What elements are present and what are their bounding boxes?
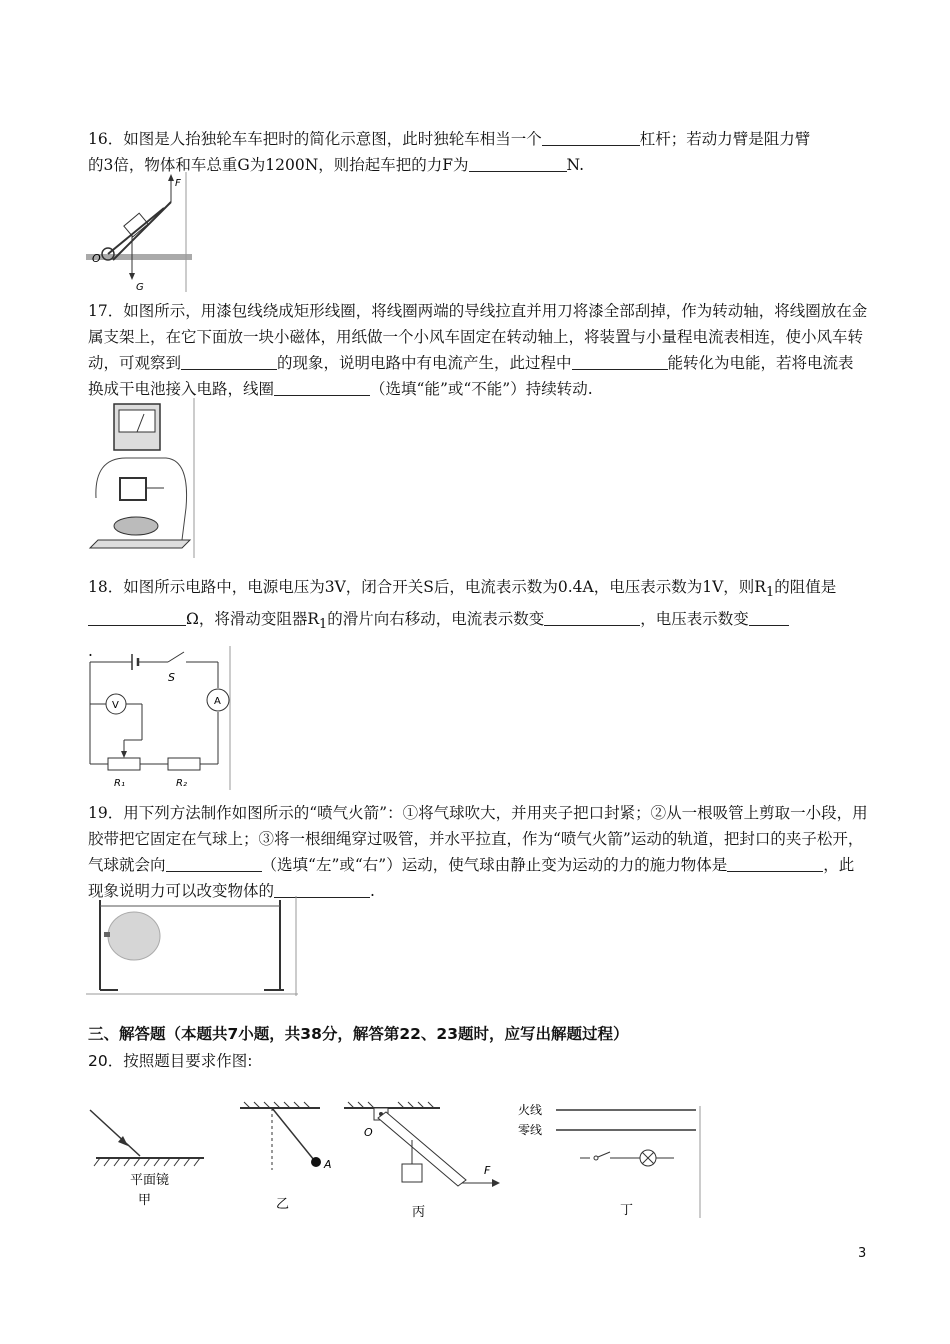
balloon-rocket-figure <box>86 896 298 996</box>
voltmeter-label: V <box>112 700 119 711</box>
answer-blank[interactable] <box>181 353 277 370</box>
point-a-label: A <box>324 1158 332 1171</box>
switch-s-label: S <box>168 671 175 684</box>
question-18: 18．如图所示电路中，电源电压为3V，闭合开关S后，电流表示数为0.4A，电压表示数为1V，则$R_1$的阻值是Ω，将滑动变阻器$R_1$的滑片向右移动，电流表示数变 ，电压表示数变 . <box>88 578 837 661</box>
answer-blank[interactable] <box>469 155 567 172</box>
ammeter-label: A <box>214 696 221 707</box>
figure-bing <box>340 1100 510 1222</box>
neutral-wire-label: 零线 <box>518 1123 543 1137</box>
answer-blank[interactable] <box>542 129 640 146</box>
question-19: 19．用下列方法制作如图所示的“喷气火箭”：①将气球吹大，并用夹子把口封紧；②从一根吸管上剪取一小段，用胶带把它固定在气球上；③将一根细绳穿过吸管，并水平拉直，作为“喷气火箭”运动的轨道，把封口的夹子松开，气球就会向 （选填“左”或“右”）运动，使气球由静止变为运动的力的施力物体是 ，此现象说明力可以改变物体的 . <box>88 804 868 900</box>
wheelbarrow-figure <box>86 172 192 292</box>
pivot-o-label: O <box>364 1126 373 1139</box>
question-17: 17．如图所示，用漆包线绕成矩形线圈，将线圈两端的导线拉直并用刀将漆全部刮掉，作为转动轴，将线圈放在金属支架上，在它下面放一块小磁体，用纸做一个小风车固定在转动轴上，将装置与小量程电流表相连，使小风车转动，可观察到 的现象，说明电路中有电流产生，此过程中 能转化为电能，若将电流表换成干电池接入电路，线圈 （选填“能”或“不能”）持续转动. <box>88 302 868 398</box>
figure-ding <box>516 1100 706 1220</box>
answer-blank[interactable] <box>572 353 668 370</box>
figure-jia <box>88 1100 208 1215</box>
r2-label: R₂ <box>176 778 187 789</box>
figure-jia-label: 甲 <box>138 1193 152 1208</box>
answer-blank[interactable] <box>88 609 186 626</box>
figure-yi <box>236 1100 336 1218</box>
figure-bing-label: 丙 <box>412 1205 426 1220</box>
circuit-figure <box>86 646 236 790</box>
pivot-o-label: O <box>92 252 101 265</box>
figure-ding-label: 丁 <box>620 1203 634 1218</box>
answer-blank[interactable] <box>274 379 370 396</box>
answer-blank[interactable] <box>166 855 262 872</box>
figure-yi-label: 乙 <box>276 1197 290 1212</box>
live-wire-label: 火线 <box>518 1103 543 1117</box>
section-heading: 三、解答题（本题共7小题，共38分，解答第22、23题时，应写出解题过程） <box>88 1025 629 1043</box>
answer-blank[interactable] <box>727 855 823 872</box>
force-f-label: F <box>484 1164 491 1177</box>
question-16: 16．如图是人抬独轮车车把时的简化示意图，此时独轮车相当一个 杠杆；若动力臂是阻力臂 的3倍，物体和车总重G为1200N，则抬起车把的力F为 N. <box>88 130 811 174</box>
answer-blank[interactable] <box>544 609 640 626</box>
gravity-g-label: G <box>136 282 144 292</box>
force-f-label: F <box>175 178 181 189</box>
answer-blank[interactable] <box>749 609 789 626</box>
mirror-label: 平面镜 <box>130 1173 170 1188</box>
page-number: 3 <box>858 1246 867 1261</box>
generator-figure <box>86 398 196 558</box>
r1-label: R₁ <box>114 778 125 789</box>
question-20: 20．按照题目要求作图: <box>88 1052 253 1070</box>
